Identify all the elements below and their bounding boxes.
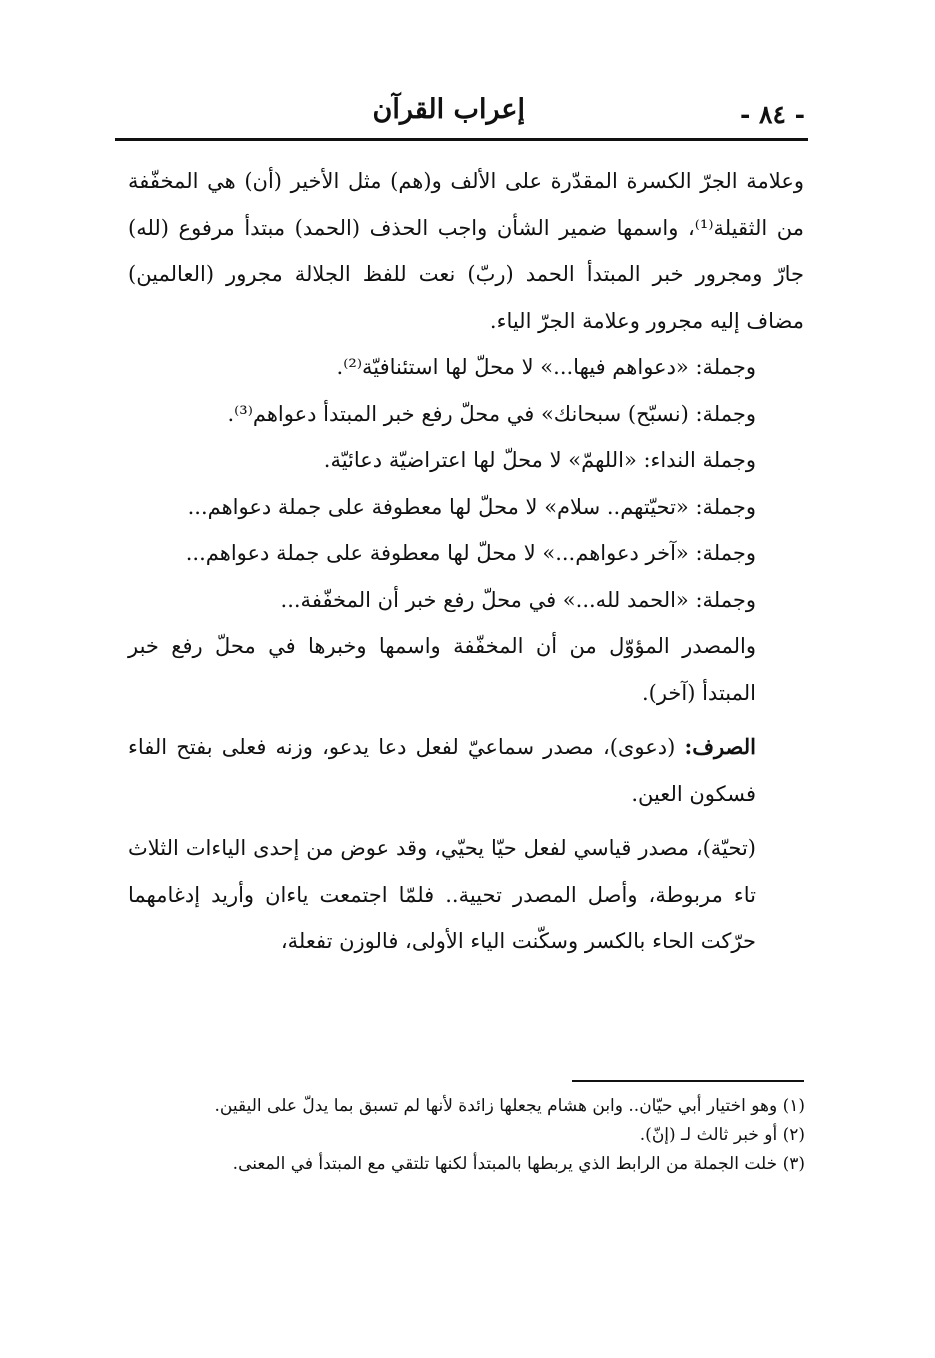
page-number: - ٨٤ - xyxy=(739,100,805,129)
page-header xyxy=(115,88,805,138)
paragraph-sentence-5: وجملة: «آخر دعواهم...» لا محلّ لها معطوفة على جملة دعواهم... xyxy=(185,541,756,565)
footnote-3: (٣) خلت الجملة من الرابط الذي يربطها بالمبتدأ لكنها تلتقي مع المبتدأ في المعنى. xyxy=(232,1154,805,1174)
footnote-rule xyxy=(572,1080,804,1082)
paragraph-sentence-1: وجملة: «دعواهم فيها...» لا محلّ لها استئنافيّة⁽²⁾. xyxy=(336,355,756,379)
paragraph-masdar: والمصدر المؤوّل من أن المخفّفة واسمها وخبرها في محلّ رفع خبر المبتدأ (آخر). xyxy=(128,634,756,705)
header-rule xyxy=(115,138,808,141)
running-title: إعراب القرآن xyxy=(372,94,525,125)
footnote-2: (٢) أو خبر ثالث لـ (إنّ). xyxy=(639,1125,805,1145)
paragraph-sentence-4: وجملة: «تحيّتهم.. سلام» لا محلّ لها معطوفة على جملة دعواهم... xyxy=(187,494,756,519)
paragraph-sentence-2: وجملة: (نسبّح) سبحانك» في محلّ رفع خبر المبتدأ دعواهم⁽³⁾. xyxy=(227,401,756,426)
paragraph-sentence-6: وجملة: «الحمد لله...» في محلّ رفع خبر أن المخفّفة... xyxy=(280,587,756,612)
paragraph-tahiyya: (تحيّة)، مصدر قياسي لفعل حيّا يحيّي، وقد عوض من إحدى الياءات الثلاث تاء مربوطة، وأصل المصدر تحيية.. فلمّا اجتمعت ياءان وأريد إدغامهما حرّكت الحاء بالكسر وسكّنت الياء الأولى، فالوزن تفعلة، xyxy=(128,836,756,953)
paragraph-sentence-3: وجملة النداء: «اللهمّ» لا محلّ لها اعتراضيّة دعائيّة. xyxy=(323,448,756,472)
footnote-1: (١) وهو اختيار أبي حيّان.. وابن هشام يجعلها زائدة لأنها لم تسبق بما يدلّ على اليقين. xyxy=(214,1096,805,1116)
footnotes xyxy=(112,1092,805,1179)
paragraph-sarf xyxy=(128,724,804,817)
main-text xyxy=(128,158,804,965)
sarf-label: الصرف: xyxy=(684,734,756,759)
paragraph-grammar: وعلامة الجرّ الكسرة المقدّرة على الألف و(هم) مثل الأخير (أن) هي المخفّفة من الثقيلة⁽¹⁾، واسمها ضمير الشأن واجب الحذف (الحمد) مبتدأ مرفوع (لله) جارّ ومجرور خبر المبتدأ الحمد (ربّ) نعت للفظ الجلالة مجرور (العالمين) مضاف إليه مجرور وعلامة الجرّ الياء. xyxy=(128,169,804,333)
sarf-text: (دعوى)، مصدر سماعيّ لفعل دعا يدعو، وزنه فعلى بفتح الفاء فسكون العين. xyxy=(128,735,756,806)
